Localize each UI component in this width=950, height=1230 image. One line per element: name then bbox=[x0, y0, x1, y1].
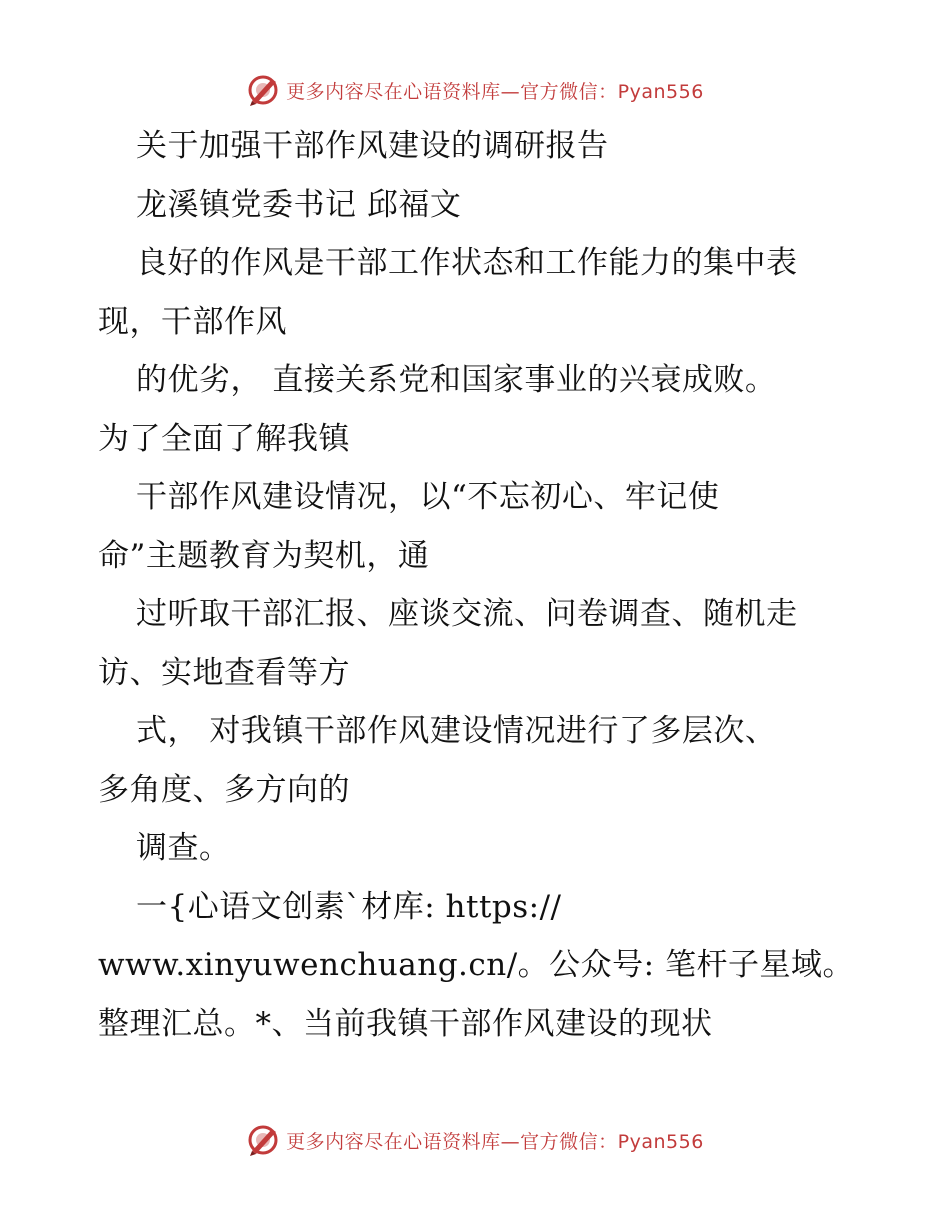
header-watermark-banner bbox=[0, 70, 950, 110]
paragraph-line: 为了全面了解我镇 bbox=[98, 420, 350, 457]
paragraph-line: 干部作风建设情况，以“不忘初心、牢记使 bbox=[136, 479, 720, 515]
paragraph-line: 现，干部作风 bbox=[98, 303, 287, 340]
paragraph-line: 多角度、多方向的 bbox=[98, 771, 350, 808]
paragraph-line: 式， 对我镇干部作风建设情况进行了多层次、 bbox=[136, 713, 777, 749]
paragraph-line: 的优劣， 直接关系党和国家事业的兴衰成败。 bbox=[136, 362, 777, 398]
paragraph-line: 调查。 bbox=[136, 830, 231, 866]
footer-watermark-banner bbox=[0, 1120, 950, 1160]
document-body bbox=[98, 124, 858, 1060]
pen-logo-icon bbox=[246, 73, 280, 107]
watermark-text: 更多内容尽在心语资料库—官方微信：Pyan556 bbox=[286, 1130, 704, 1153]
paragraph-line: 良好的作风是干部工作状态和工作能力的集中表 bbox=[136, 245, 798, 281]
paragraph-line: www.xinyuwenchuang.cn/。公众号: 笔杆子星域。 bbox=[98, 947, 854, 983]
document-author: 龙溪镇党委书记 邱福文 bbox=[136, 186, 462, 223]
paragraph-line: 访、实地查看等方 bbox=[98, 654, 350, 691]
paragraph-line: 一{心语文创素`材库: https:// bbox=[136, 888, 562, 925]
pen-logo-icon bbox=[246, 1123, 280, 1157]
watermark-text: 更多内容尽在心语资料库—官方微信：Pyan556 bbox=[286, 80, 704, 103]
document-title: 关于加强干部作风建设的调研报告 bbox=[136, 128, 609, 164]
paragraph-line: 整理汇总。*、当前我镇干部作风建设的现状 bbox=[98, 1005, 713, 1042]
paragraph-line: 过听取干部汇报、座谈交流、问卷调查、随机走 bbox=[136, 596, 798, 632]
paragraph-line: 命”主题教育为契机，通 bbox=[98, 537, 430, 574]
